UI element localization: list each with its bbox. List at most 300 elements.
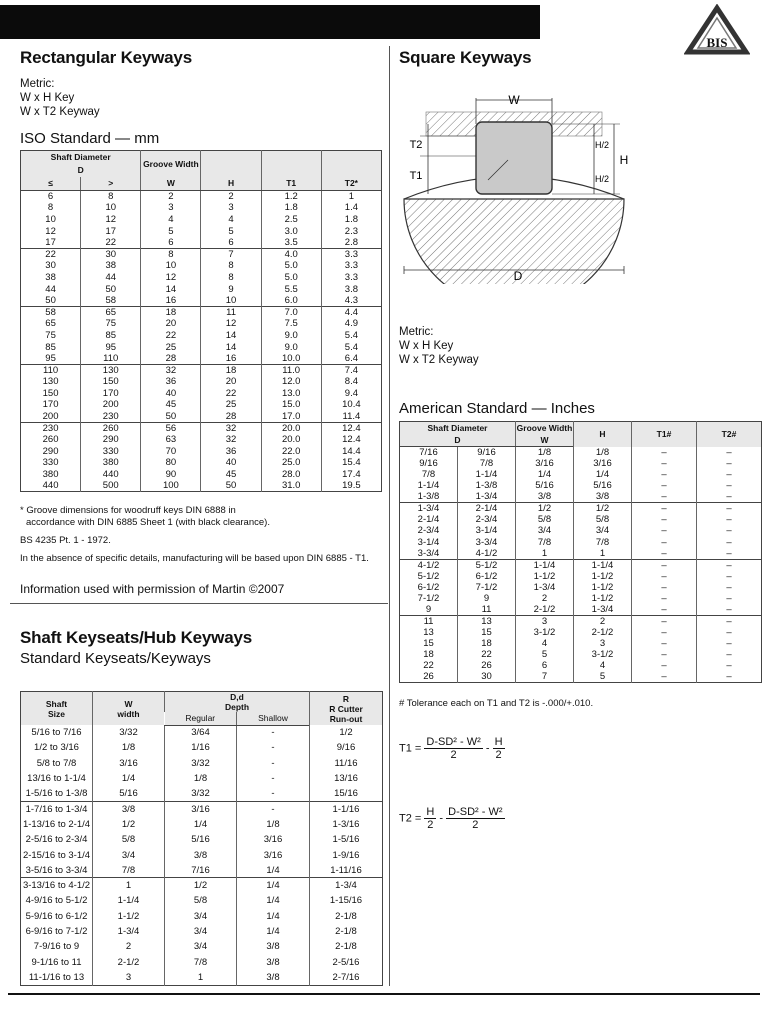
table-cell: 3/16 — [93, 756, 165, 771]
american-table — [399, 421, 762, 683]
table-cell: 1-3/4 — [310, 878, 383, 893]
table-cell: 44 — [45, 283, 56, 295]
table-cell: – — [632, 615, 697, 627]
note: * Groove dimensions for woodruff keys DIN 6888 in — [20, 505, 236, 516]
table-cell: 22 — [21, 248, 81, 260]
table-row — [21, 388, 382, 400]
square-title: Square Keyways — [399, 48, 532, 67]
table-row — [400, 593, 762, 604]
table-row — [21, 295, 382, 307]
table-row — [400, 649, 762, 660]
table-cell: 8 — [141, 248, 201, 260]
table-cell: 25.0 — [261, 457, 321, 469]
logo-text: BIS — [706, 35, 728, 50]
table-cell: 11 — [400, 615, 458, 627]
table-cell: 36 — [141, 376, 201, 388]
table-cell: 70 — [141, 446, 201, 458]
table-cell: 3/4 — [165, 939, 237, 954]
table-cell: 5 — [516, 649, 574, 660]
table-cell: 7.5 — [261, 318, 321, 330]
table-cell: 40 — [141, 388, 201, 400]
table-cell: 14 — [201, 330, 261, 342]
table-cell: – — [632, 593, 697, 604]
table-cell: 11 — [201, 306, 261, 318]
table-cell: 80 — [141, 457, 201, 469]
table-cell: 9.0 — [261, 330, 321, 342]
table-cell: 5.0 — [261, 260, 321, 272]
table-cell: – — [632, 638, 697, 649]
table-row — [400, 638, 762, 649]
table-cell: 4 — [141, 214, 201, 226]
table-row — [21, 817, 383, 832]
table-cell: 3.0 — [261, 225, 321, 237]
table-cell: 2 — [574, 615, 632, 627]
table-row — [21, 480, 382, 492]
table-cell: 6 — [141, 237, 201, 249]
table-row — [21, 272, 382, 284]
table-cell: - — [237, 771, 310, 786]
table-cell: 2-3/4 — [417, 525, 440, 537]
table-cell: – — [632, 503, 697, 515]
table-cell: 1/2 — [165, 878, 237, 893]
table-cell: 5/16 — [165, 832, 237, 847]
table-cell: 1-1/2 — [574, 571, 632, 582]
table-row — [400, 660, 762, 671]
table-cell: 10 — [81, 202, 141, 214]
table-cell: 4 — [201, 214, 261, 226]
square-metric — [399, 325, 479, 367]
table-cell: 3 — [93, 970, 165, 985]
table-cell: – — [697, 649, 762, 660]
table-cell: – — [697, 660, 762, 671]
table-row — [21, 306, 382, 318]
table-cell: 9/16 — [310, 740, 383, 755]
table-row — [21, 422, 382, 434]
table-cell: 5.4 — [321, 330, 381, 342]
table-cell: 18 — [458, 638, 516, 649]
table-cell: 3/8 — [237, 954, 310, 969]
table-cell: 13 — [423, 626, 434, 638]
table-cell: 3-3/4 — [417, 547, 440, 559]
col-width: W width — [93, 692, 165, 726]
table-cell: 9.0 — [261, 341, 321, 353]
table-cell: 380 — [81, 457, 141, 469]
table-cell: 30 — [458, 671, 516, 683]
table-cell: 11 — [458, 604, 516, 616]
table-cell: 32 — [201, 434, 261, 446]
table-row — [21, 260, 382, 272]
table-cell: 1/16 — [165, 740, 237, 755]
table-cell: 11/16 — [310, 756, 383, 771]
table-cell: – — [697, 571, 762, 582]
table-cell: 1.8 — [321, 214, 381, 226]
table-cell: 2.8 — [321, 237, 381, 249]
table-cell: 3/64 — [165, 725, 237, 740]
table-cell: – — [632, 548, 697, 560]
table-cell: 4.9 — [321, 318, 381, 330]
col-groove-width: Groove Width — [516, 423, 573, 434]
table-cell: 1-11/16 — [310, 863, 383, 878]
table-cell: – — [697, 514, 762, 525]
shaft-subtitle: Standard Keyseats/Keyways — [20, 650, 211, 667]
col-t1: T1# — [632, 422, 697, 447]
table-cell: 440 — [42, 480, 59, 492]
table-cell: 150 — [42, 387, 59, 399]
table-row — [21, 756, 383, 771]
table-cell: 290 — [42, 445, 59, 457]
table-cell: 5/8 — [165, 893, 237, 908]
table-cell: 7-9/16 to 9 — [33, 941, 80, 953]
table-row — [400, 671, 762, 683]
table-cell: – — [632, 447, 697, 459]
table-cell: 75 — [45, 329, 56, 341]
table-cell: 3-1/2 — [574, 649, 632, 660]
table-cell: – — [632, 559, 697, 571]
metric-line: W x H Key — [20, 92, 75, 104]
table-cell: 3.8 — [321, 283, 381, 295]
table-cell: 26 — [458, 660, 516, 671]
table-cell: 3/8 — [237, 939, 310, 954]
table-cell: 2-1/4 — [458, 503, 516, 515]
table-cell: 18 — [201, 364, 261, 376]
metric-line: W x T2 Keyway — [20, 106, 100, 118]
table-cell: 2-1/2 — [574, 627, 632, 638]
table-cell: 130 — [81, 364, 141, 376]
table-cell: 14 — [201, 341, 261, 353]
label-h2-bottom: H/2 — [594, 174, 610, 184]
table-cell: 110 — [81, 353, 141, 365]
note: BS 4235 Pt. 1 - 1972. — [20, 535, 111, 546]
table-cell: 290 — [81, 434, 141, 446]
table-cell: 2-15/16 to 3-1/4 — [22, 849, 91, 861]
header-bar — [0, 5, 540, 39]
table-cell: 22 — [81, 237, 141, 249]
table-row — [400, 536, 762, 547]
table-cell: 260 — [42, 434, 59, 446]
table-cell: – — [697, 548, 762, 560]
table-cell: – — [697, 491, 762, 503]
table-cell: 5/8 — [516, 514, 574, 525]
table-cell: 100 — [141, 480, 201, 492]
col-t1: T1 — [261, 177, 321, 191]
american-title: American Standard — Inches — [399, 400, 595, 417]
table-cell: 4-1/2 — [458, 548, 516, 560]
rect-title: Rectangular Keyways — [20, 48, 192, 67]
table-cell: 1-3/4 — [93, 924, 165, 939]
table-cell: 500 — [81, 480, 141, 492]
table-cell: 1-7/16 to 1-3/4 — [21, 801, 93, 816]
table-cell: 56 — [141, 422, 201, 434]
col-h: H — [574, 422, 632, 447]
table-cell: 3/4 — [93, 847, 165, 862]
table-cell: 200 — [81, 399, 141, 411]
table-cell: 2-1/8 — [310, 909, 383, 924]
table-cell: 22 — [423, 660, 434, 672]
table-cell: 11.4 — [321, 411, 381, 423]
table-cell: – — [697, 593, 762, 604]
table-cell: – — [632, 536, 697, 547]
table-cell: 7 — [201, 248, 261, 260]
table-cell: 3/8 — [574, 491, 632, 503]
table-cell: 63 — [141, 434, 201, 446]
table-cell: 20.0 — [261, 434, 321, 446]
table-cell: 4.4 — [321, 306, 381, 318]
table-cell: – — [697, 458, 762, 469]
table-cell: 95 — [81, 341, 141, 353]
table-cell: 6-1/2 — [417, 581, 440, 593]
column-divider — [389, 46, 390, 986]
table-cell: 10 — [45, 213, 56, 225]
table-cell: 1-1/4 — [417, 480, 440, 492]
table-cell: 1/2 to 3/16 — [34, 742, 79, 754]
table-cell: 7-1/2 — [417, 592, 440, 604]
note: accordance with DIN 6885 Sheet 1 (with black clearance). — [26, 517, 270, 528]
table-cell: 230 — [21, 422, 81, 434]
table-row — [400, 548, 762, 560]
table-row — [21, 909, 383, 924]
table-cell: 19.5 — [321, 480, 381, 492]
table-cell: – — [697, 480, 762, 491]
table-cell: 1/2 — [310, 725, 383, 740]
table-cell: 1-1/2 — [516, 571, 574, 582]
table-cell: 4.0 — [261, 248, 321, 260]
metric-line: W x T2 Keyway — [399, 354, 479, 366]
table-cell: – — [632, 514, 697, 525]
table-cell: 5 — [141, 225, 201, 237]
table-cell: – — [697, 469, 762, 480]
table-cell: - — [237, 786, 310, 801]
table-cell: 1-1/2 — [574, 593, 632, 604]
table-cell: 1-1/4 — [458, 469, 516, 480]
table-cell: 5.0 — [261, 272, 321, 284]
table-row — [21, 225, 382, 237]
table-cell: 7/8 — [93, 863, 165, 878]
section-divider — [10, 603, 388, 604]
table-row — [21, 214, 382, 226]
table-cell: 12 — [141, 272, 201, 284]
table-cell: 14 — [141, 283, 201, 295]
table-cell: 1 — [574, 548, 632, 560]
iso-table — [20, 150, 382, 492]
col-regular: Regular — [165, 712, 237, 725]
table-cell: 16 — [201, 353, 261, 365]
col-le: ≤ — [21, 177, 81, 191]
table-cell: 1-15/16 — [310, 893, 383, 908]
label-h: H — [619, 153, 629, 167]
table-cell: - — [237, 740, 310, 755]
col-shaft-diameter: Shaft Diameter — [400, 422, 516, 435]
table-cell: – — [632, 660, 697, 671]
table-cell: 3/16 — [237, 832, 310, 847]
rect-metric — [20, 77, 100, 119]
table-cell: 2-5/16 — [310, 954, 383, 969]
table-cell: 1-3/16 — [310, 817, 383, 832]
table-cell: 200 — [42, 410, 59, 422]
table-cell: 65 — [45, 318, 56, 330]
shaft-title: Shaft Keyseats/Hub Keyways — [20, 628, 252, 647]
table-cell: 3/32 — [93, 725, 165, 740]
table-cell: 4-9/16 to 5-1/2 — [25, 895, 88, 907]
table-row — [21, 376, 382, 388]
table-cell: 440 — [81, 469, 141, 481]
table-cell: 1-1/4 — [516, 559, 574, 571]
table-cell: 58 — [21, 306, 81, 318]
table-cell: 2.3 — [321, 225, 381, 237]
table-cell: – — [697, 503, 762, 515]
table-cell: 1-1/16 — [310, 801, 383, 816]
table-row — [400, 491, 762, 503]
table-cell: 8 — [201, 272, 261, 284]
table-cell: 26 — [423, 671, 434, 683]
table-cell: 3.5 — [261, 237, 321, 249]
table-cell: 50 — [141, 411, 201, 423]
table-cell: 5/8 — [574, 514, 632, 525]
table-cell: 90 — [141, 469, 201, 481]
table-row — [21, 283, 382, 295]
col-w: W — [516, 435, 574, 447]
table-cell: 3/4 — [165, 924, 237, 939]
formula-t1: T1 = $\frac{\text{D-SD² - W²}}{2}$ - $\frac{H}{2}$ — [399, 736, 503, 761]
table-row — [400, 458, 762, 469]
table-cell: 1 — [321, 191, 381, 203]
table-cell: 4-1/2 — [400, 559, 458, 571]
table-cell: 330 — [42, 457, 59, 469]
table-cell: 6 — [201, 237, 261, 249]
table-cell: 10 — [201, 295, 261, 307]
table-cell: 1-5/16 to 1-3/8 — [25, 788, 88, 800]
table-cell: 2-1/8 — [310, 939, 383, 954]
table-cell: 3-13/16 to 4-1/2 — [21, 878, 93, 893]
table-cell: 14.4 — [321, 446, 381, 458]
table-cell: 6-1/2 — [458, 571, 516, 582]
table-cell: – — [632, 469, 697, 480]
table-cell: 15/16 — [310, 786, 383, 801]
table-cell: 1 — [516, 548, 574, 560]
table-cell: 36 — [201, 446, 261, 458]
table-cell: 3-1/2 — [516, 627, 574, 638]
col-shallow: Shallow — [237, 712, 310, 725]
col-d: D — [400, 435, 516, 447]
table-cell: 50 — [201, 480, 261, 492]
table-cell: 10 — [141, 260, 201, 272]
table-cell: 5-9/16 to 6-1/2 — [25, 910, 88, 922]
table-cell: 7/8 — [165, 954, 237, 969]
table-cell: 7/16 — [419, 447, 438, 458]
table-row — [21, 970, 383, 985]
table-row — [400, 604, 762, 616]
table-cell: - — [237, 801, 310, 816]
table-cell: 1-1/2 — [93, 909, 165, 924]
table-cell: 6 — [47, 191, 54, 203]
table-cell: 3 — [201, 202, 261, 214]
table-cell: 5 — [574, 671, 632, 683]
table-cell: 40 — [201, 457, 261, 469]
table-cell: 2-1/4 — [417, 514, 440, 526]
label-d: D — [513, 269, 523, 283]
table-cell: 9 — [458, 593, 516, 604]
table-cell: 6.0 — [261, 295, 321, 307]
table-cell: 8 — [201, 260, 261, 272]
table-row — [21, 457, 382, 469]
table-cell: 32 — [141, 364, 201, 376]
table-cell: 1 — [165, 970, 237, 985]
table-cell: 1/8 — [237, 817, 310, 832]
table-cell: 3/16 — [237, 847, 310, 862]
table-cell: 3-3/4 — [458, 536, 516, 547]
table-cell: 18 — [141, 306, 201, 318]
table-row — [21, 399, 382, 411]
note: In the absence of specific details, manufacturing will be based upon DIN 6885 - T1. — [20, 553, 369, 564]
table-cell: – — [632, 480, 697, 491]
table-row — [21, 725, 383, 740]
table-cell: 7/8 — [516, 536, 574, 547]
table-cell: 9 — [425, 603, 432, 615]
table-cell: 15.0 — [261, 399, 321, 411]
table-row — [21, 411, 382, 423]
table-cell: – — [697, 536, 762, 547]
table-row — [400, 525, 762, 536]
table-row — [21, 341, 382, 353]
table-cell: 22 — [201, 388, 261, 400]
table-cell: 1-3/8 — [458, 480, 516, 491]
table-cell: – — [697, 447, 762, 459]
table-cell: 38 — [45, 271, 56, 283]
table-cell: 6 — [516, 660, 574, 671]
table-cell: 12 — [45, 225, 56, 237]
table-cell: 4 — [516, 638, 574, 649]
table-cell: 17.4 — [321, 469, 381, 481]
table-cell: 7.4 — [321, 364, 381, 376]
table-cell: 3/8 — [165, 847, 237, 862]
table-cell: 7/8 — [458, 458, 516, 469]
table-cell: 1/2 — [93, 817, 165, 832]
table-cell: 20 — [141, 318, 201, 330]
table-cell: 1/4 — [237, 924, 310, 939]
table-row — [21, 353, 382, 365]
table-cell: 13 — [458, 615, 516, 627]
table-cell: 17.0 — [261, 411, 321, 423]
table-cell: 85 — [45, 341, 56, 353]
table-cell: 2-5/16 to 2-3/4 — [25, 834, 88, 846]
table-cell: 15 — [458, 627, 516, 638]
table-cell: 28 — [141, 353, 201, 365]
table-cell: 45 — [141, 399, 201, 411]
table-row — [400, 627, 762, 638]
table-cell: 1-9/16 — [310, 847, 383, 862]
table-cell: 11.0 — [261, 364, 321, 376]
table-cell: 3.3 — [321, 248, 381, 260]
table-row — [21, 740, 383, 755]
table-cell: 1/4 — [165, 817, 237, 832]
table-cell: 2-7/16 — [310, 970, 383, 985]
table-row — [21, 924, 383, 939]
table-cell: 50 — [45, 294, 56, 306]
table-cell: 1-13/16 to 2-1/4 — [22, 818, 91, 830]
table-cell: 3/4 — [574, 525, 632, 536]
table-cell: 3.3 — [321, 260, 381, 272]
table-cell: 3/4 — [516, 525, 574, 536]
table-cell: 170 — [81, 388, 141, 400]
table-cell: 1/4 — [237, 878, 310, 893]
col-w: W — [141, 177, 201, 191]
col-d: D — [21, 164, 141, 177]
table-cell: 2 — [201, 191, 261, 203]
table-cell: 22 — [141, 330, 201, 342]
table-cell: 3.3 — [321, 272, 381, 284]
table-cell: 1-1/4 — [574, 559, 632, 571]
table-row — [21, 434, 382, 446]
table-cell: 5.5 — [261, 283, 321, 295]
